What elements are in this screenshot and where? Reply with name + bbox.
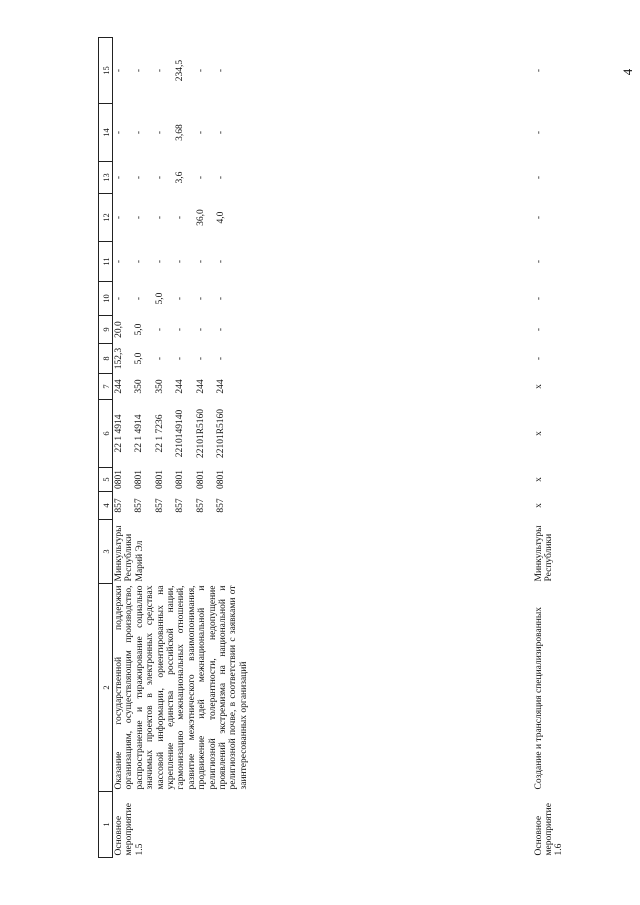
sub-value: 0801: [154, 470, 165, 489]
sub-value: 3,68: [175, 124, 186, 141]
sub-value: -: [134, 215, 145, 220]
sub-value: -: [216, 130, 227, 135]
sub-value: 857: [175, 498, 186, 513]
responsible-executor: Минкультуры Республики: [533, 525, 554, 582]
sub-value: -: [114, 259, 124, 264]
sub-value: -: [216, 175, 227, 180]
cell-col8: [113, 344, 533, 374]
cell-col15: [113, 38, 533, 104]
sub-value: -: [154, 356, 165, 361]
table-row-1-5: [113, 38, 533, 858]
page-number: 4: [620, 68, 635, 76]
sub-value: 350: [134, 379, 145, 394]
sub-value: 22 1 4914: [114, 414, 124, 453]
sub-value: 20,0: [114, 321, 124, 338]
activity-description: Создание и трансляция специализированных: [533, 606, 544, 790]
sub-value: -: [154, 175, 165, 180]
sub-value: 4,0: [216, 211, 227, 224]
sub-value: -: [154, 130, 165, 135]
cell-col5: x: [533, 477, 544, 482]
sub-value: 244: [114, 379, 124, 394]
sub-value: -: [195, 259, 206, 264]
cell-col9: [113, 316, 533, 344]
col-header-4: 4: [99, 492, 113, 520]
sub-value: 244: [175, 379, 186, 394]
sub-value: -: [175, 327, 186, 332]
sub-value: -: [195, 68, 206, 73]
sub-value: -: [134, 175, 145, 180]
cell-col12: [113, 194, 533, 242]
activity-description: Оказание государственной поддержки организациям, осуществляющим производство, распространение и тиражирование социально значимых проектов в электронных средствах массовой информации, ориентированных на укрепление единства российской нации, гармонизацию межнациональных отношений, развитие межэтнического взаимопонимания, продвижение идей межнациональной и религиозной толерантности, недопущение проявлений экстремизма на национальной и религиозной почве, в соответствии с заявками от заинтересованных организаций: [114, 585, 249, 790]
sub-value: -: [175, 356, 186, 361]
col-header-13: 13: [99, 162, 113, 194]
sub-value: 5,0: [134, 352, 145, 365]
sub-value: 22101R5160: [216, 408, 227, 459]
sub-value: 0801: [195, 470, 206, 489]
cell-col4: x: [533, 503, 544, 508]
sub-value: 244: [216, 379, 227, 394]
col-header-7: 7: [99, 374, 113, 400]
sub-value: 857: [154, 498, 165, 513]
cell-col9: -: [533, 327, 544, 332]
table-row-1-6: [533, 38, 566, 858]
col-header-8: 8: [99, 344, 113, 374]
sub-value: -: [114, 68, 124, 73]
activity-name: Основное мероприятие 1.5: [114, 803, 145, 856]
cell-col12: -: [533, 215, 544, 220]
sub-value: 857: [216, 498, 227, 513]
cell-col13: [113, 162, 533, 194]
sub-value: -: [154, 68, 165, 73]
sub-value: -: [134, 68, 145, 73]
rotated-table-container: [98, 59, 618, 858]
cell-col6: x: [533, 431, 544, 436]
sub-value: -: [134, 259, 145, 264]
cell-col10: -: [533, 296, 544, 301]
sub-value: 152,3: [114, 347, 124, 370]
sub-value: -: [154, 327, 165, 332]
col-header-11: 11: [99, 242, 113, 282]
cell-col13: -: [533, 175, 544, 180]
sub-value: -: [114, 296, 124, 301]
sub-value: -: [114, 215, 124, 220]
sub-value: -: [175, 259, 186, 264]
col-header-5: 5: [99, 468, 113, 492]
sub-value: 3,6: [175, 171, 186, 184]
cell-col8: -: [533, 356, 544, 361]
col-header-3: 3: [99, 520, 113, 584]
sub-value: -: [216, 68, 227, 73]
cell-col14: -: [533, 130, 544, 135]
col-header-14: 14: [99, 104, 113, 162]
sub-value: 22101R5160: [195, 408, 206, 459]
sub-value: 0801: [216, 470, 227, 489]
sub-value: -: [195, 327, 206, 332]
sub-value: 22 1 7236: [154, 414, 165, 453]
sub-value: -: [134, 130, 145, 135]
col-header-10: 10: [99, 282, 113, 316]
sub-value: -: [216, 356, 227, 361]
col-header-1: 1: [99, 792, 113, 858]
sub-value: -: [216, 259, 227, 264]
sub-value: -: [114, 175, 124, 180]
responsible-executor: Минкультуры Республики Марий Эл: [114, 525, 145, 582]
sub-value: 350: [154, 379, 165, 394]
cell-col7: x: [533, 384, 544, 389]
col-header-15: 15: [99, 38, 113, 104]
sub-value: 857: [134, 498, 145, 513]
sub-value: 5,0: [154, 292, 165, 305]
sub-value: -: [216, 296, 227, 301]
sub-value: -: [195, 296, 206, 301]
col-header-9: 9: [99, 316, 113, 344]
sub-value: 244: [195, 379, 206, 394]
col-header-6: 6: [99, 400, 113, 468]
budget-table: [98, 37, 566, 858]
sub-value: -: [175, 215, 186, 220]
cell-col4: [113, 492, 533, 520]
activity-name: Основное мероприятие 1.6: [533, 803, 565, 856]
sub-value: -: [216, 327, 227, 332]
sub-value: 5,0: [134, 323, 145, 336]
cell-col15: -: [533, 68, 544, 73]
sub-value: 22 1 4914: [134, 414, 145, 453]
cell-col11: [113, 242, 533, 282]
sub-value: 0801: [114, 470, 124, 489]
sub-value: -: [154, 215, 165, 220]
cell-col14: [113, 104, 533, 162]
col-header-2: 2: [99, 584, 113, 792]
cell-col11: -: [533, 259, 544, 264]
cell-col7: [113, 374, 533, 400]
sub-value: 0801: [134, 470, 145, 489]
sub-value: 0801: [175, 470, 186, 489]
sub-value: -: [195, 356, 206, 361]
cell-col6: [113, 400, 533, 468]
sub-value: 234,5: [175, 59, 186, 82]
sub-value: -: [134, 296, 145, 301]
sub-value: -: [195, 175, 206, 180]
sub-value: -: [175, 296, 186, 301]
header-row: [99, 38, 113, 858]
cell-col5: [113, 468, 533, 492]
sub-value: -: [154, 259, 165, 264]
sub-value: 36,0: [195, 209, 206, 226]
sub-value: -: [195, 130, 206, 135]
sub-value: 857: [114, 498, 124, 513]
cell-col10: [113, 282, 533, 316]
sub-value: -: [114, 130, 124, 135]
sub-value: 2210149140: [175, 409, 186, 458]
sub-value: 857: [195, 498, 206, 513]
col-header-12: 12: [99, 194, 113, 242]
